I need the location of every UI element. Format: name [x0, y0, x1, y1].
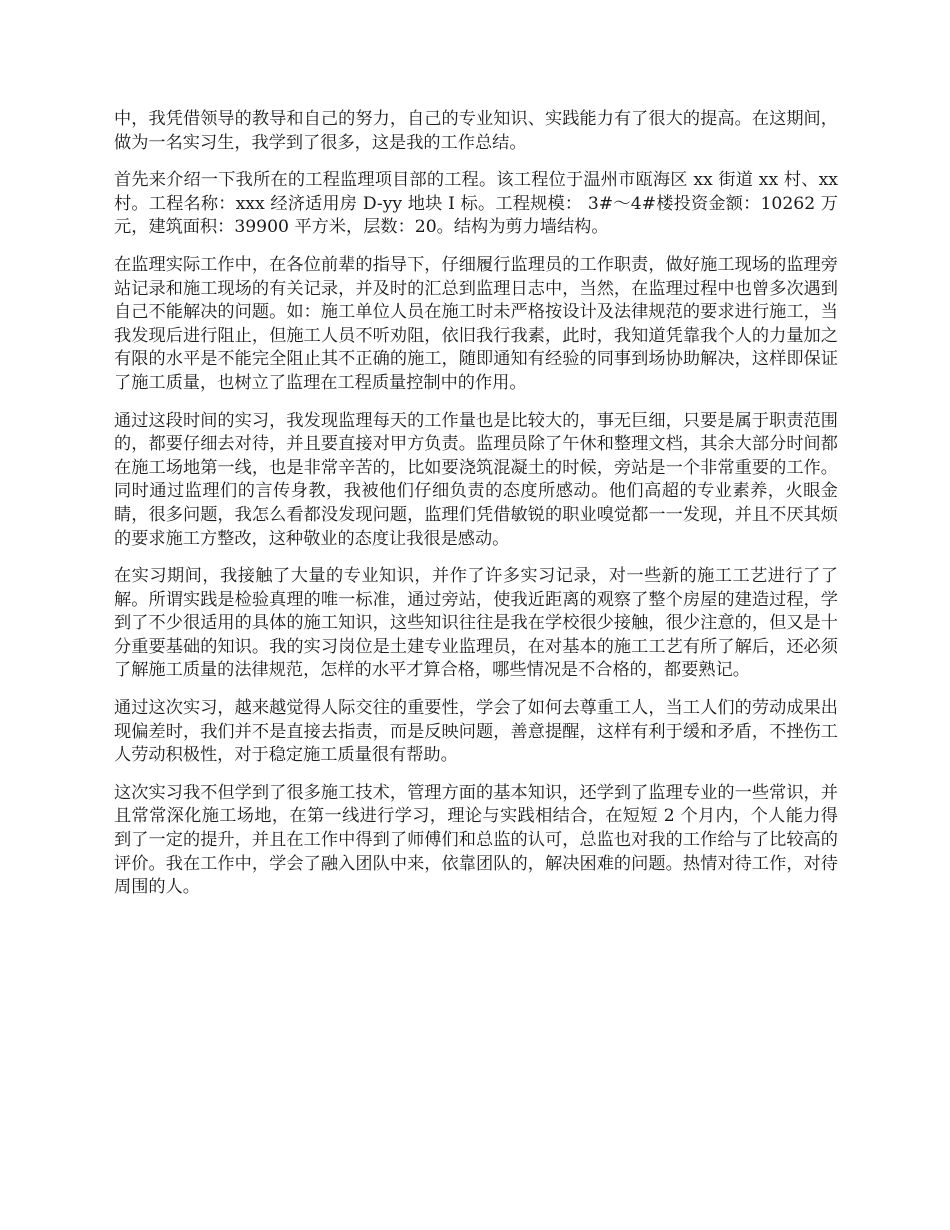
document-body [114, 108, 838, 914]
paragraph-1: 中，我凭借领导的教导和自己的努力，自己的专业知识、实践能力有了很大的提高。在这期间，做为一名实习生，我学到了很多，这是我的工作总结。 [114, 109, 838, 153]
paragraph-7: 这次实习我不但学到了很多施工技术，管理方面的基本知识，还学到了监理专业的一些常识，并且常常深化施工场地，在第一线进行学习，理论与实践相结合，在短短 2 个月内，个人能力得到了一定的提升，并且在工作中得到了师傅们和总监的认可，总监也对我的工作给与了比较高的评价。我在工作中，学会了融入团队中来，依靠团队的，解决困难的问题。热情对待工作，对待周围的人。 [114, 782, 838, 898]
paragraph-3: 在监理实际工作中，在各位前辈的指导下，仔细履行监理员的工作职责，做好施工现场的监理旁站记录和施工现场的有关记录，并及时的汇总到监理日志中，当然，在监理过程中也曾多次遇到自己不能解决的问题。如：施工单位人员在施工时未严格按设计及法律规范的要求进行施工，当我发现后进行阻止，但施工人员不听劝阻，依旧我行我素，此时，我知道凭靠我个人的力量加之有限的水平是不能完全阻止其不正确的施工，随即通知有经验的同事到场协助解决，这样即保证了施工质量，也树立了监理在工程质量控制中的作用。 [114, 254, 838, 393]
paragraph-6: 通过这次实习，越来越觉得人际交往的重要性，学会了如何去尊重工人，当工人们的劳动成果出现偏差时，我们并不是直接去指责，而是反映问题，善意提醒，这样有利于缓和矛盾，不挫伤工人劳动积极性，对于稳定施工质量很有帮助。 [114, 698, 838, 766]
paragraph-4: 通过这段时间的实习，我发现监理每天的工作量也是比较大的，事无巨细，只要是属于职责范围的，都要仔细去对待，并且要直接对甲方负责。监理员除了午休和整理文档，其余大部分时间都在施工场地第一线，也是非常辛苦的，比如要浇筑混凝土的时候，旁站是一个非常重要的工作。同时通过监理们的言传身教，我被他们仔细负责的态度所感动。他们高超的专业素养，火眼金睛，很多问题，我怎么看都没发现问题，监理们凭借敏锐的职业嗅觉都一一发现，并且不厌其烦的要求施工方整改，这种敬业的态度让我很是感动。 [114, 410, 838, 549]
paragraph-5: 在实习期间，我接触了大量的专业知识，并作了许多实习记录，对一些新的施工工艺进行了了解。所谓实践是检验真理的唯一标准，通过旁站，使我近距离的观察了整个房屋的建造过程，学到了不少很适用的具体的施工知识，这些知识往往是我在学校很少接触，很少注意的，但又是十分重要基础的知识。我的实习岗位是土建专业监理员，在对基本的施工工艺有所了解后，还必须了解施工质量的法律规范，怎样的水平才算合格，哪些情况是不合格的，都要熟记。 [114, 566, 838, 681]
paragraph-2: 首先来介绍一下我所在的工程监理项目部的工程。该工程位于温州市瓯海区 xx 街道 xx 村、xx 村。工程名称：xxx 经济适用房 D-yy 地块 I 标。工程规模： 3#～4#楼投资金额：10262 万元，建筑面积：39900 平方米，层数：20。结构为剪力墙结构。 [114, 170, 838, 238]
